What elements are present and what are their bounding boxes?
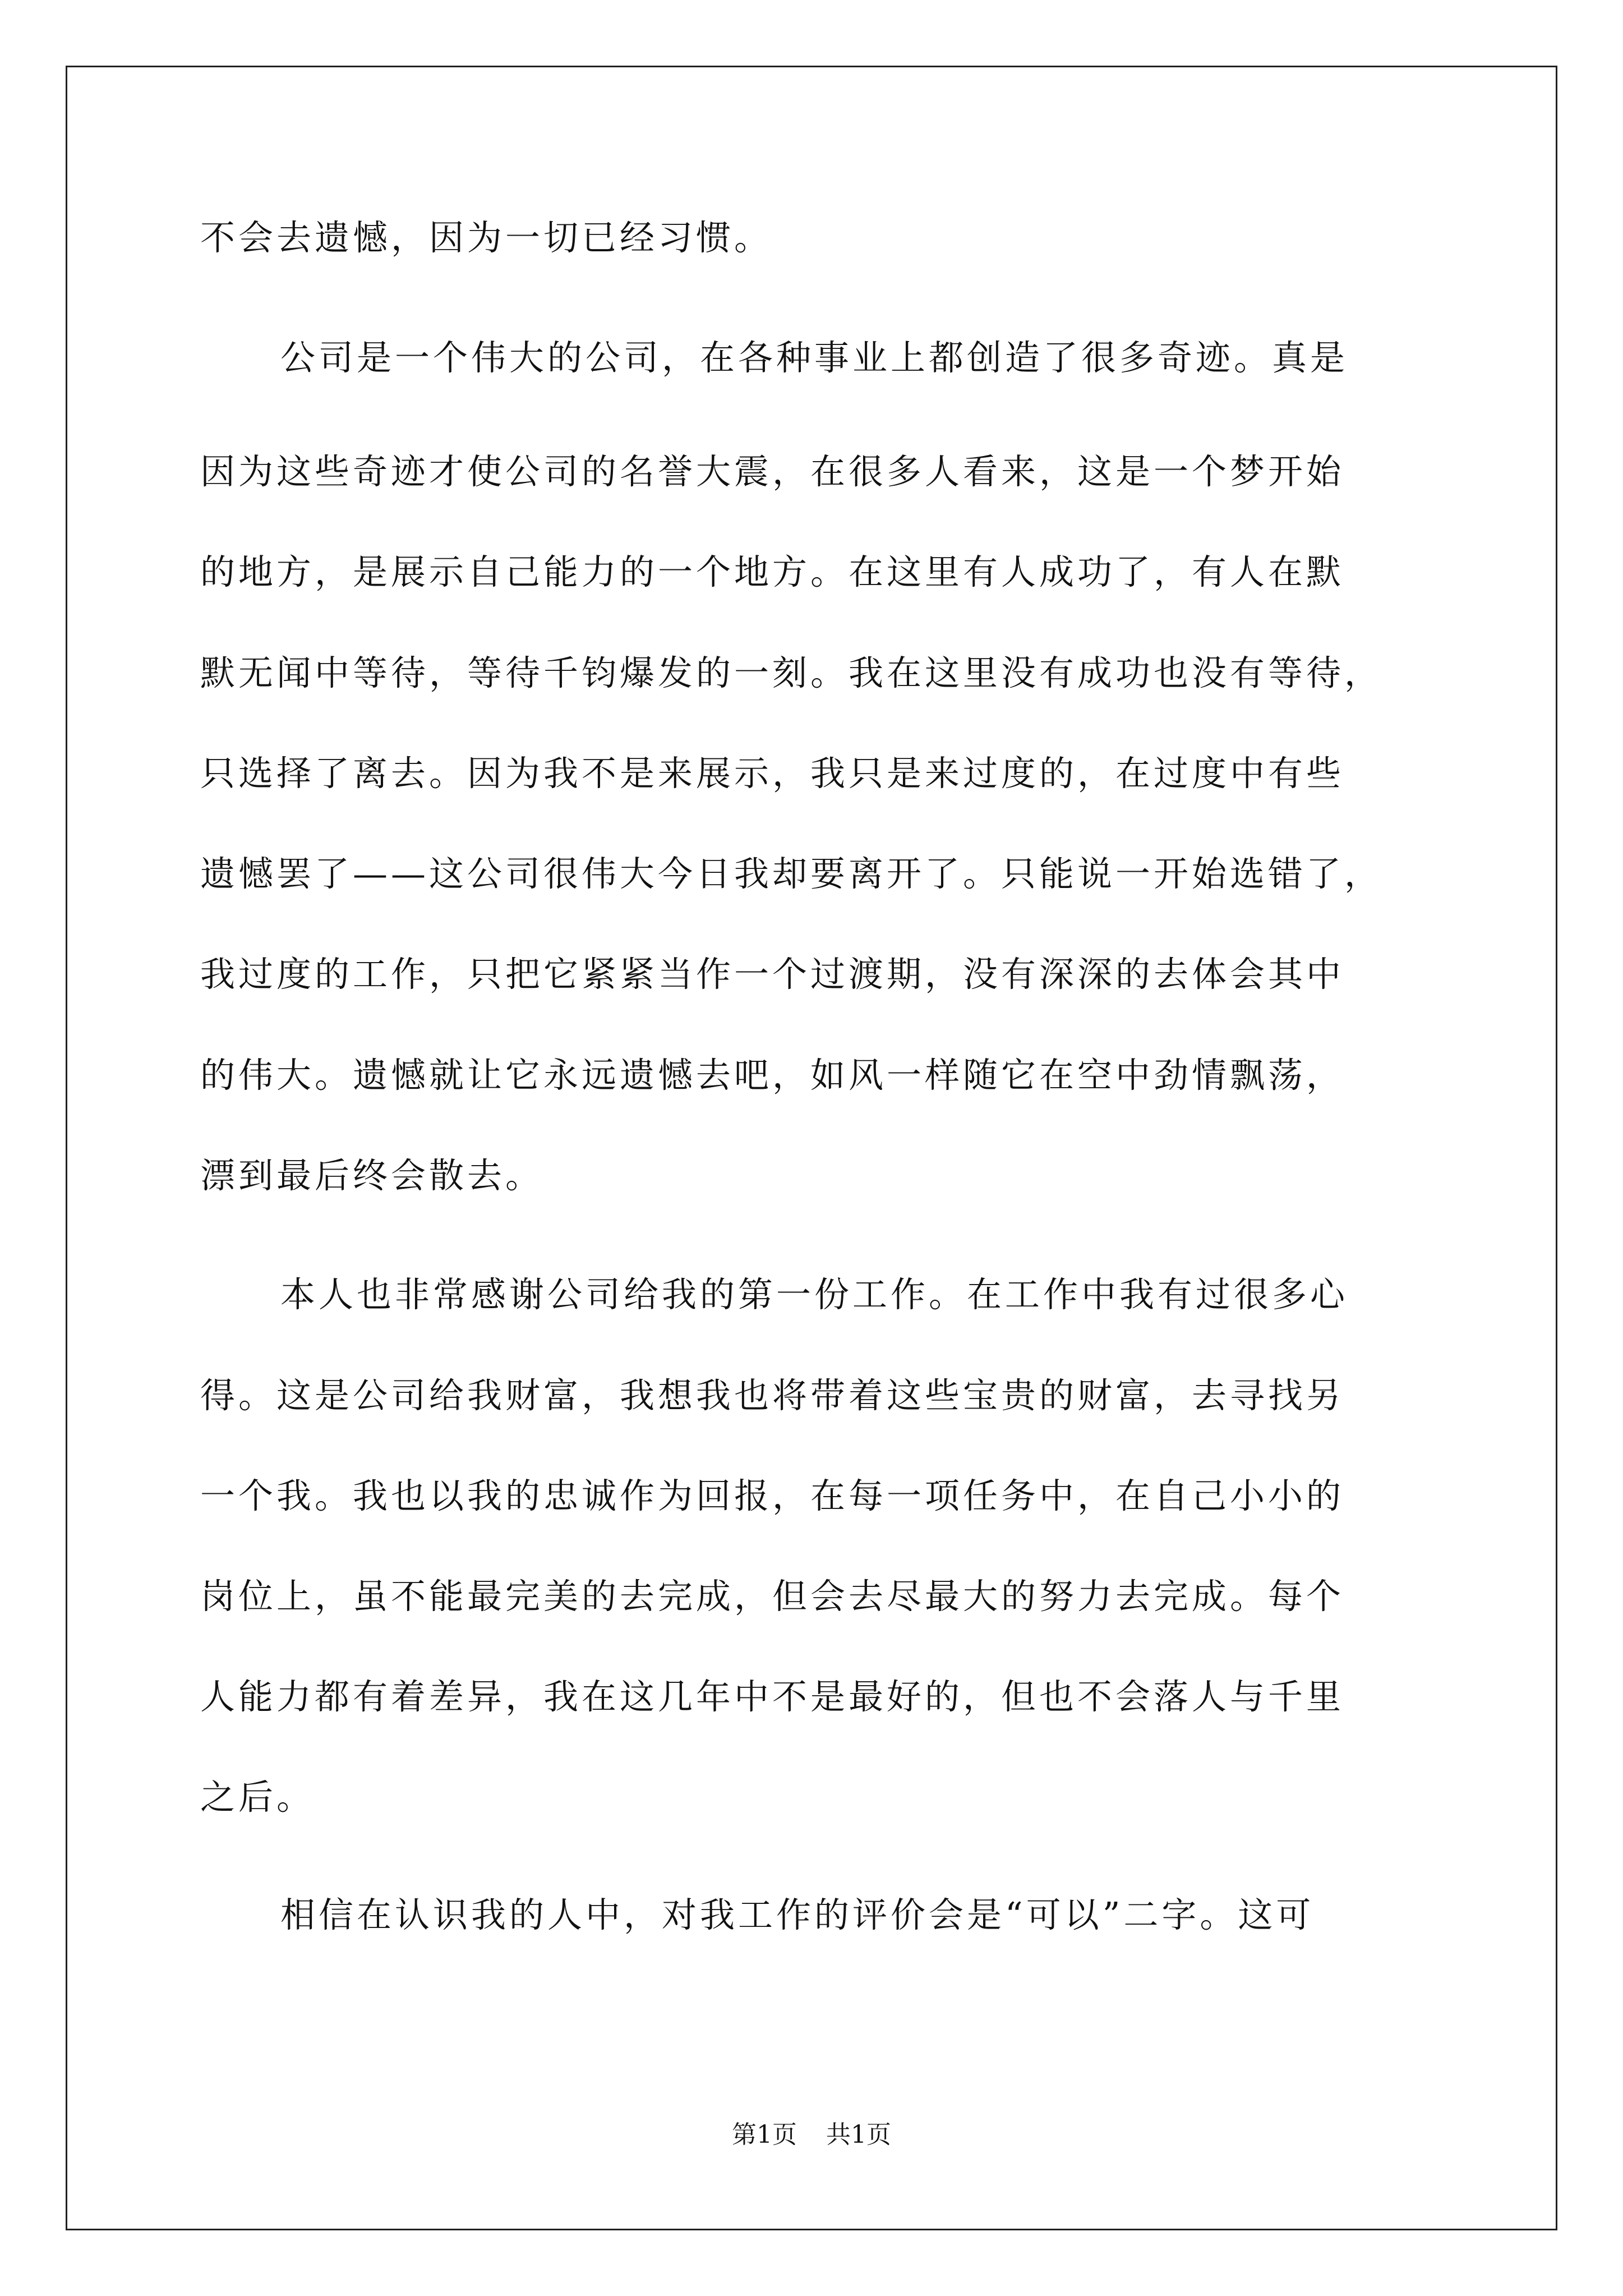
- page-number: 第1页: [732, 2120, 797, 2149]
- paragraph-2-line-3: 的地方，是展示自己能力的一个地方。在这里有人成功了，有人在默: [200, 551, 1345, 592]
- paragraph-3-line-4: 岗位上，虽不能最完美的去完成，但会去尽最大的努力去完成。每个: [200, 1576, 1345, 1617]
- paragraph-2-line-5: 只选择了离去。因为我不是来展示，我只是来过度的，在过度中有些: [200, 753, 1345, 794]
- paragraph-2-line-1: 公司是一个伟大的公司，在各种事业上都创造了很多奇迹。真是: [280, 337, 1349, 378]
- paragraph-3-line-5: 人能力都有着差异，我在这几年中不是最好的，但也不会落人与千里: [200, 1676, 1345, 1717]
- page-total: 共1页: [826, 2120, 891, 2149]
- paragraph-2-line-4: 默无闻中等待，等待千钧爆发的一刻。我在这里没有成功也没有等待，: [200, 652, 1383, 693]
- paragraph-3-line-2: 得。这是公司给我财富，我想我也将带着这些宝贵的财富，去寻找另: [200, 1375, 1345, 1416]
- paragraph-2-line-2: 因为这些奇迹才使公司的名誉大震，在很多人看来，这是一个梦开始: [200, 451, 1345, 492]
- page-footer: [0, 2119, 1623, 2151]
- paragraph-4-line-1: 相信在认识我的人中，对我工作的评价会是“可以”二字。这可: [280, 1894, 1315, 1935]
- paragraph-2-line-8: 的伟大。遗憾就让它永远遗憾去吧，如风一样随它在空中劲情飘荡，: [200, 1055, 1345, 1096]
- paragraph-3-line-6: 之后。: [200, 1777, 315, 1818]
- paragraph-2-line-9: 漂到最后终会散去。: [200, 1155, 544, 1196]
- text-line-1: 不会去遗憾，因为一切已经习惯。: [200, 217, 773, 258]
- paragraph-2-line-7: 我过度的工作，只把它紧紧当作一个过渡期，没有深深的去体会其中: [200, 954, 1345, 995]
- paragraph-2-line-6: 遗憾罢了——这公司很伟大今日我却要离开了。只能说一开始选错了，: [200, 853, 1383, 894]
- paragraph-3-line-3: 一个我。我也以我的忠诚作为回报，在每一项任务中，在自己小小的: [200, 1475, 1345, 1516]
- paragraph-3-line-1: 本人也非常感谢公司给我的第一份工作。在工作中我有过很多心: [280, 1274, 1349, 1315]
